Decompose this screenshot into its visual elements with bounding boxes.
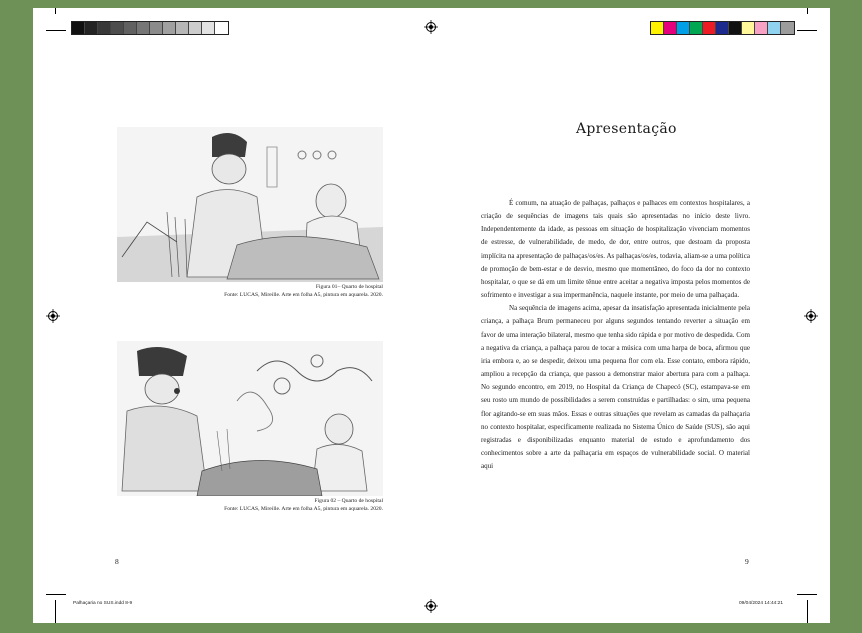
- crop-mark: [46, 30, 66, 31]
- crop-mark: [55, 8, 56, 14]
- grayscale-swatch: [176, 22, 189, 34]
- figure-02-caption: [183, 498, 383, 513]
- crop-mark: [807, 8, 808, 14]
- left-page-number: 8: [115, 557, 119, 566]
- grayscale-swatch: [137, 22, 150, 34]
- registration-mark-icon: [424, 20, 438, 34]
- slug-timestamp: 09/04/2024 14:44:21: [739, 601, 784, 606]
- crop-mark: [55, 600, 56, 623]
- grayscale-swatch: [85, 22, 98, 34]
- color-swatch: [716, 22, 729, 34]
- grayscale-swatch: [98, 22, 111, 34]
- registration-mark-icon: [424, 599, 438, 613]
- figure-02-caption-title: Figura 02 – Quarto de hospital: [314, 498, 383, 504]
- right-page-number: 9: [745, 557, 749, 566]
- grayscale-calibration-bar: [71, 21, 229, 35]
- color-swatch: [690, 22, 703, 34]
- color-swatch: [729, 22, 742, 34]
- color-swatch: [781, 22, 794, 34]
- crop-mark: [46, 594, 66, 595]
- paragraph: É comum, na atuação de palhaças, palhaços e palhaces em contextos hospitalares, a criação de sequências de imagens tais quais são apresentadas no início deste livro. Independentemente da idade, as pessoas em situação de hospitalização vivenciam momentos de estresse, de vulnerabilidade, de medo, de dor, entre outros, que destoam da proposta implícita na apresentação de palhaças/os/es. As palhaças/os/es, todavia, aliam-se a uma política de promoção de bem-estar e de desvio, mesmo que momentâneo, do foco da dor no contexto hospitalar, o que se dá em um limite tênue entre aceitar a negativa imposta pelos momentos de sofrimento e investigar a sua impermanência, naquele instante, por meio de uma palhaçada.: [481, 199, 750, 300]
- figure-01-caption: [183, 284, 383, 299]
- crop-mark: [807, 600, 808, 623]
- grayscale-swatch: [202, 22, 215, 34]
- crop-mark: [797, 594, 817, 595]
- grayscale-swatch: [72, 22, 85, 34]
- color-swatch: [768, 22, 781, 34]
- grayscale-swatch: [189, 22, 202, 34]
- figure-01-illustration: [117, 127, 383, 282]
- figure-02-caption-source: Fonte: LUCAS, Mireille. Arte em folha A5, pintura em aquarela. 2020.: [224, 505, 383, 512]
- grayscale-swatch: [124, 22, 137, 34]
- grayscale-swatch: [150, 22, 163, 34]
- paragraph: Na sequência de imagens acima, apesar da insatisfação apresentada inicialmente pela criança, a palhaça Brum permaneceu por alguns segundos tentando reverter a situação em favor de uma interação bilateral, mesmo que tenha sido rápida e por motivo de despedida. Com a negativa da criança, a palhaça parou de tocar a música com uma harpa de boca, afirmou que iria embora e, ao se despedir, deixou uma pequena flor com ela. Esse contato, embora rápido, ampliou a recepção da criança, que passou a demonstrar maior abertura para com a palhaça. No segundo encontro, em 2019, no Hospital da Criança de Chapecó (SC), estampava-se em seu rosto um mundo de possibilidades a serem construídas e partilhadas: o sim, uma pequena flor agitando-se em suas mãos. Essas e outras situações que revelam as camadas da palhaçaria no contexto hospitalar, especificamente realizada no Sistema Único de Saúde (SUS), são aqui registradas e disponibilizadas enquanto material de estudo e aprofundamento dos conhecimentos sobre a arte da palhaçaria em espaços de vulnerabilidade social. O material aqui: [481, 304, 750, 471]
- figure-02-illustration: [117, 341, 383, 496]
- body-text: [481, 197, 750, 473]
- grayscale-swatch: [111, 22, 124, 34]
- grayscale-swatch: [163, 22, 176, 34]
- color-swatch: [742, 22, 755, 34]
- color-calibration-bar: [650, 21, 795, 35]
- grayscale-swatch: [215, 22, 228, 34]
- color-swatch: [703, 22, 716, 34]
- color-swatch: [664, 22, 677, 34]
- color-swatch: [651, 22, 664, 34]
- crop-mark: [797, 30, 817, 31]
- color-swatch: [677, 22, 690, 34]
- color-swatch: [755, 22, 768, 34]
- print-sheet: [33, 8, 830, 623]
- registration-mark-icon: [46, 309, 60, 323]
- registration-mark-icon: [804, 309, 818, 323]
- slug-filename: Palhaçaria no SUS.indd 8-9: [73, 601, 133, 606]
- figure-01-caption-title: Figura 01– Quarto de hospital: [315, 284, 383, 290]
- chapter-title: Apresentação: [576, 121, 677, 137]
- figure-01-caption-source: Fonte: LUCAS, Mireille. Arte em folha A5, pintura em aquarela. 2020.: [224, 291, 383, 298]
